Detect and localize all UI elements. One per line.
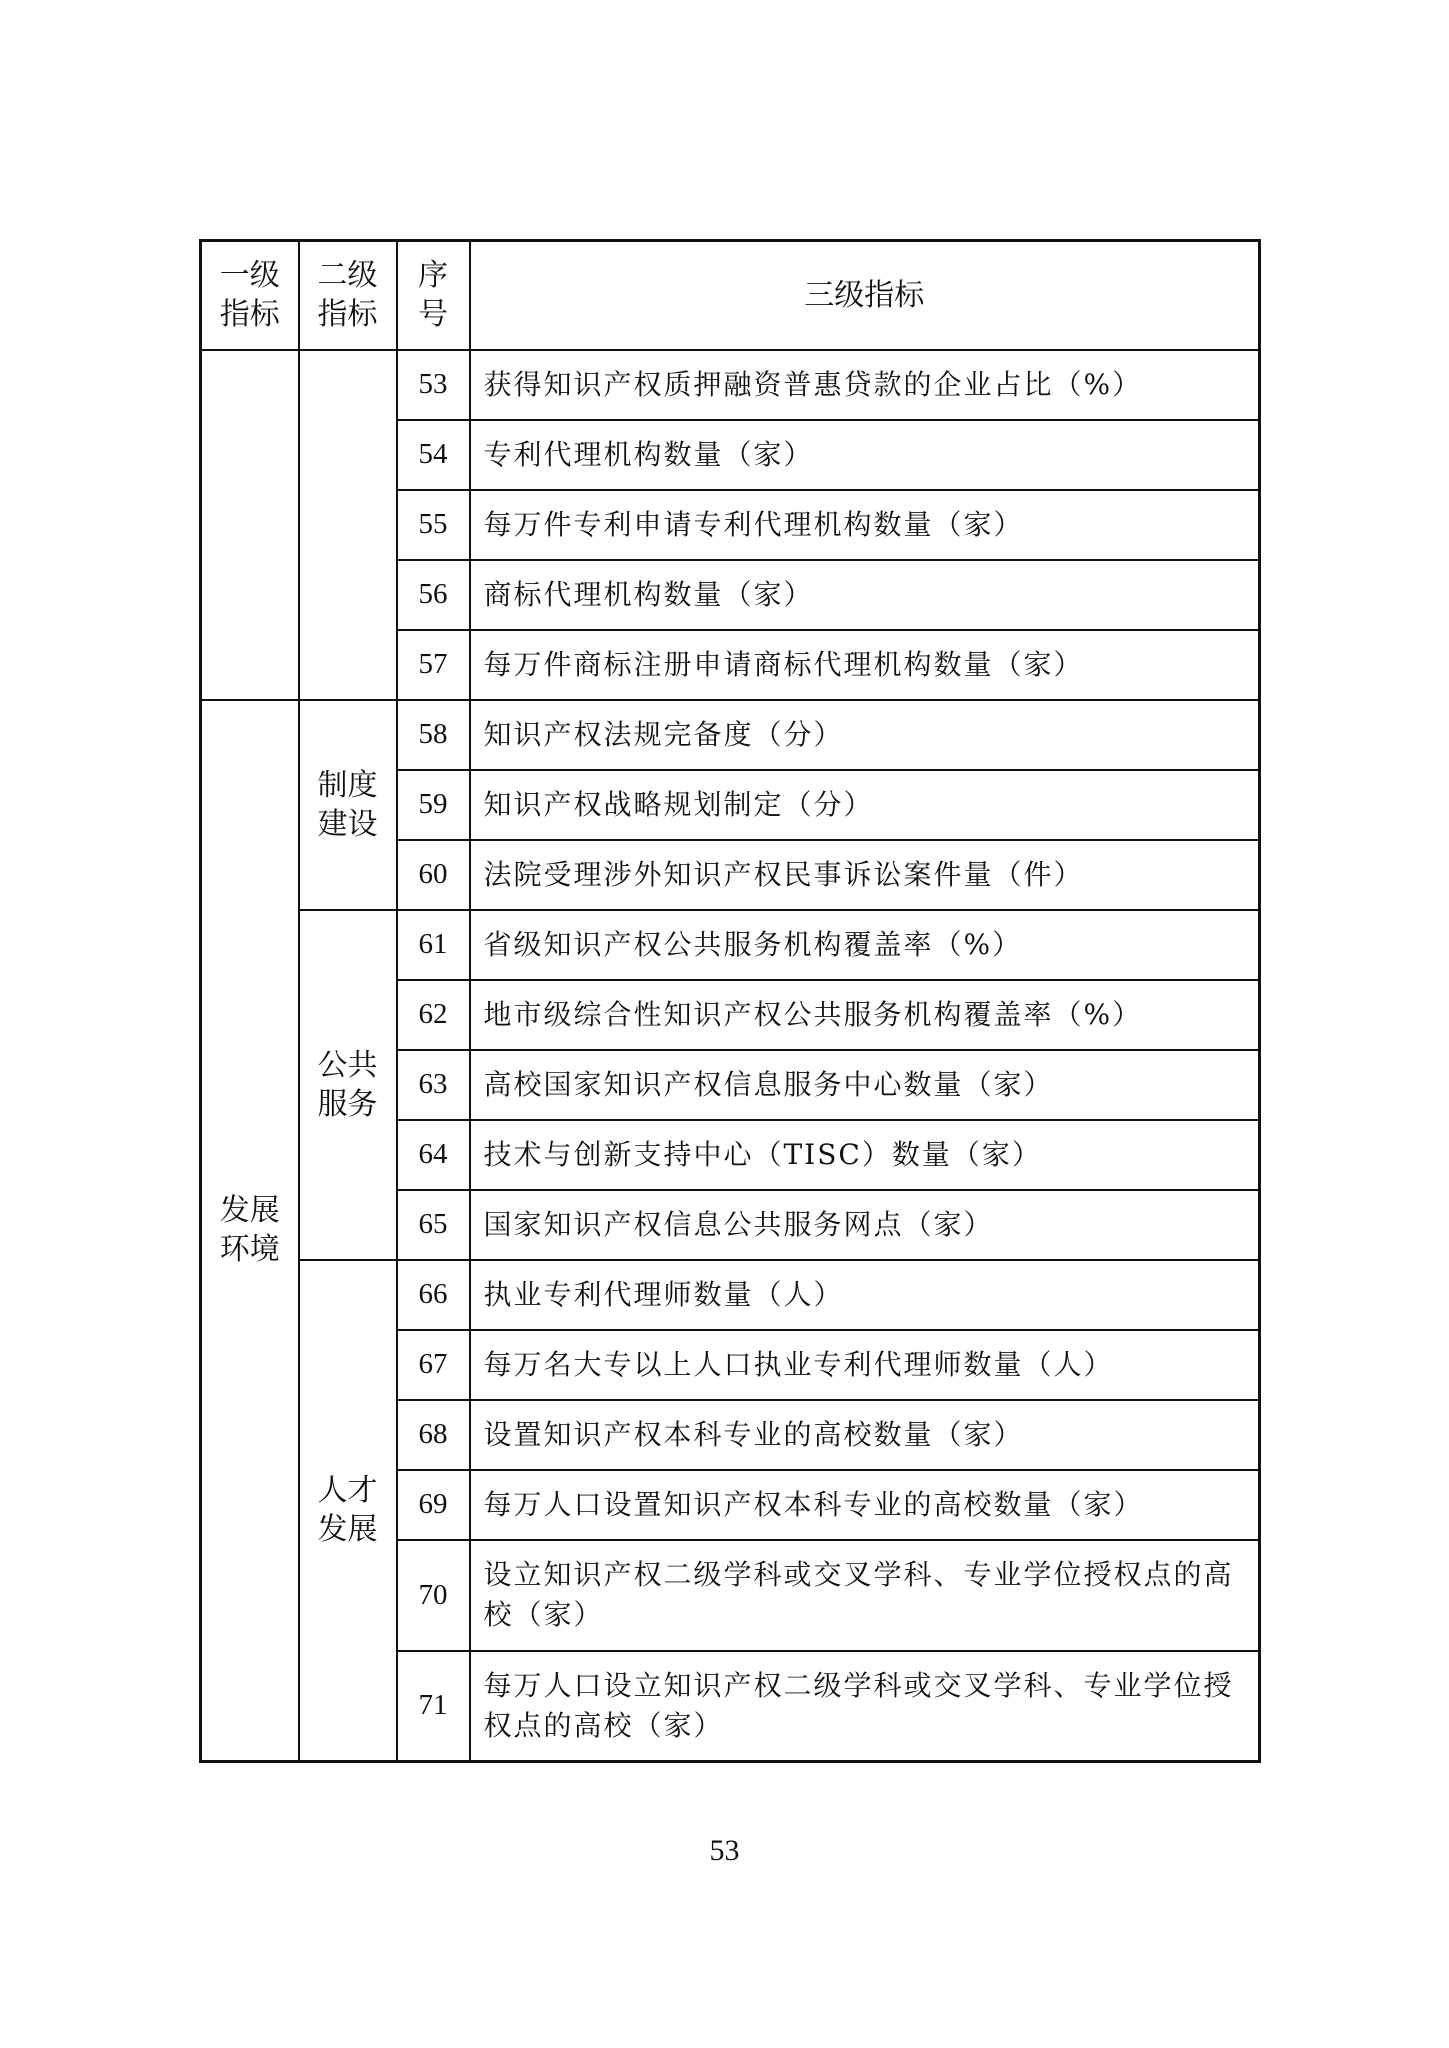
row-number: 54 <box>397 420 470 490</box>
row-number: 62 <box>397 980 470 1050</box>
row-number: 67 <box>397 1330 470 1400</box>
indicator-text: 省级知识产权公共服务机构覆盖率（%） <box>470 910 1260 980</box>
indicator-text: 知识产权法规完备度（分） <box>470 700 1260 770</box>
row-number: 64 <box>397 1120 470 1190</box>
header-level3: 三级指标 <box>470 241 1260 350</box>
table-header-row <box>201 241 1260 350</box>
subcategory-public-service: 公共 服务 <box>299 910 397 1260</box>
table-row <box>201 1260 1260 1330</box>
indicator-text: 高校国家知识产权信息服务中心数量（家） <box>470 1050 1260 1120</box>
row-number: 61 <box>397 910 470 980</box>
row-number: 70 <box>397 1540 470 1651</box>
indicator-text: 知识产权战略规划制定（分） <box>470 770 1260 840</box>
row-number: 71 <box>397 1651 470 1762</box>
indicator-text: 每万件商标注册申请商标代理机构数量（家） <box>470 630 1260 700</box>
subcategory-talent-development: 人才 发展 <box>299 1260 397 1762</box>
row-number: 65 <box>397 1190 470 1260</box>
table-row <box>201 350 1260 420</box>
table-row <box>201 910 1260 980</box>
indicator-text: 法院受理涉外知识产权民事诉讼案件量（件） <box>470 840 1260 910</box>
row-number: 59 <box>397 770 470 840</box>
header-level1: 一级 指标 <box>201 241 299 350</box>
indicator-text: 每万人口设置知识产权本科专业的高校数量（家） <box>470 1470 1260 1540</box>
indicator-text: 专利代理机构数量（家） <box>470 420 1260 490</box>
row-number: 69 <box>397 1470 470 1540</box>
row-number: 56 <box>397 560 470 630</box>
indicator-text: 设立知识产权二级学科或交叉学科、专业学位授权点的高校（家） <box>470 1540 1260 1651</box>
indicator-text: 每万件专利申请专利代理机构数量（家） <box>470 490 1260 560</box>
indicator-text: 设置知识产权本科专业的高校数量（家） <box>470 1400 1260 1470</box>
row-number: 66 <box>397 1260 470 1330</box>
indicator-text: 商标代理机构数量（家） <box>470 560 1260 630</box>
indicator-text: 获得知识产权质押融资普惠贷款的企业占比（%） <box>470 350 1260 420</box>
row-number: 58 <box>397 700 470 770</box>
indicator-text: 地市级综合性知识产权公共服务机构覆盖率（%） <box>470 980 1260 1050</box>
header-seq: 序 号 <box>397 241 470 350</box>
indicator-text: 技术与创新支持中心（TISC）数量（家） <box>470 1120 1260 1190</box>
row-number: 63 <box>397 1050 470 1120</box>
subcategory-institution-building: 制度 建设 <box>299 700 397 910</box>
header-level2: 二级 指标 <box>299 241 397 350</box>
category-development-environment: 发展 环境 <box>201 700 299 1762</box>
indicator-table <box>199 239 1261 1763</box>
table-row <box>201 700 1260 770</box>
row-number: 60 <box>397 840 470 910</box>
row-number: 57 <box>397 630 470 700</box>
indicator-text: 国家知识产权信息公共服务网点（家） <box>470 1190 1260 1260</box>
page-number: 53 <box>709 1834 740 1867</box>
category-cell-empty <box>201 350 299 700</box>
indicator-text: 执业专利代理师数量（人） <box>470 1260 1260 1330</box>
row-number: 68 <box>397 1400 470 1470</box>
indicator-text: 每万人口设立知识产权二级学科或交叉学科、专业学位授权点的高校（家） <box>470 1651 1260 1762</box>
indicator-text: 每万名大专以上人口执业专利代理师数量（人） <box>470 1330 1260 1400</box>
row-number: 55 <box>397 490 470 560</box>
subcategory-cell-empty <box>299 350 397 700</box>
row-number: 53 <box>397 350 470 420</box>
